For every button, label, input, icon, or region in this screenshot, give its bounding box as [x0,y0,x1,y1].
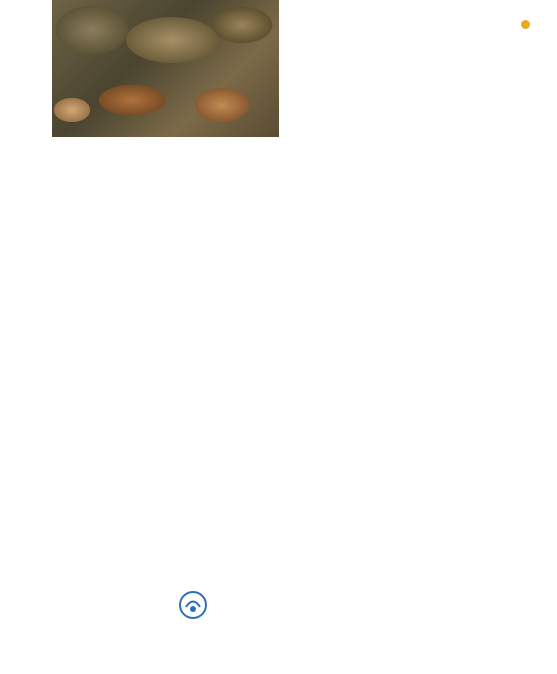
bullet-dot-icon [521,20,530,29]
page-header [516,20,535,29]
watermark-logo-icon [178,590,208,620]
cover-photo [52,0,279,137]
